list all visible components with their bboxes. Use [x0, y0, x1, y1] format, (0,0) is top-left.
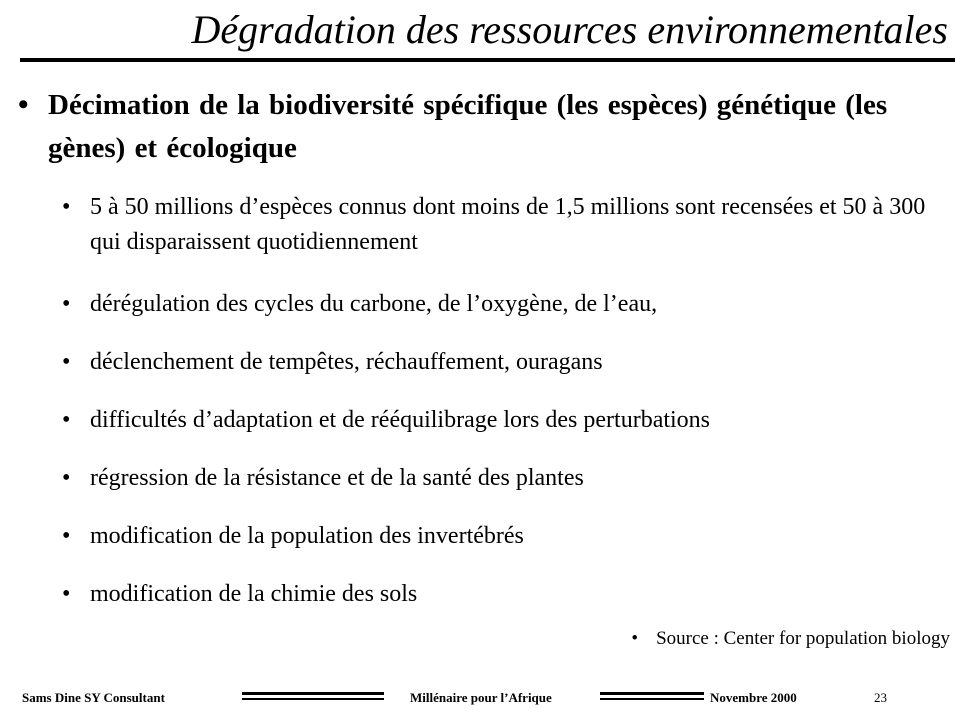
bullet-marker: •: [18, 88, 29, 121]
bullet-marker: •: [62, 581, 71, 607]
bullet-marker: •: [62, 465, 71, 491]
footer-author: Sams Dine SY Consultant: [22, 690, 165, 705]
sub-bullet-item: [62, 403, 942, 438]
bullet-marker: •: [62, 349, 71, 375]
footer-date: Novembre 2000: [710, 690, 797, 705]
sub-bullet-text: dérégulation des cycles du carbone, de l’oxygène, de l’eau,: [90, 291, 658, 317]
sub-bullet-item: [62, 519, 942, 554]
sub-bullet-list: [62, 190, 942, 635]
main-bullet: [18, 84, 898, 170]
bullet-marker: •: [62, 194, 71, 220]
sub-bullet-text: difficultés d’adaptation et de rééquilibrage lors des perturbations: [90, 407, 711, 433]
bullet-marker: •: [62, 291, 71, 317]
sub-bullet-text: déclenchement de tempêtes, réchauffement, ouragans: [90, 349, 603, 375]
main-bullet-text: Décimation de la biodiversité spécifique (les espèces) génétique (les gènes) et écologique: [48, 89, 888, 164]
sub-bullet-item: [62, 190, 942, 260]
page-number: 23: [874, 690, 887, 705]
slide-title: Dégradation des ressources environnementales: [191, 7, 948, 52]
sub-bullet-item: [62, 461, 942, 496]
bullet-marker: •: [631, 628, 639, 649]
bullet-marker: •: [62, 407, 71, 433]
title-underline: [20, 58, 955, 62]
sub-bullet-text: 5 à 50 millions d’espèces connus dont moins de 1,5 millions sont recensées et 50 à 300 qui disparaissent quotidiennement: [90, 194, 926, 255]
sub-bullet-item: [62, 345, 942, 380]
sub-bullet-text: modification de la population des invertébrés: [90, 523, 524, 549]
sub-bullet-text: régression de la résistance et de la santé des plantes: [90, 465, 584, 491]
sub-bullet-item: [62, 577, 942, 612]
sub-bullet-item: [62, 287, 942, 322]
footer-event: Millénaire pour l’Afrique: [410, 690, 552, 705]
sub-bullet-text: modification de la chimie des sols: [90, 581, 418, 607]
bullet-marker: •: [62, 523, 71, 549]
source-text: Source : Center for population biology: [656, 628, 950, 649]
footer-divider: [600, 692, 704, 700]
slide-footer: [0, 688, 960, 708]
source-note: [631, 626, 950, 652]
footer-divider: [242, 692, 384, 700]
